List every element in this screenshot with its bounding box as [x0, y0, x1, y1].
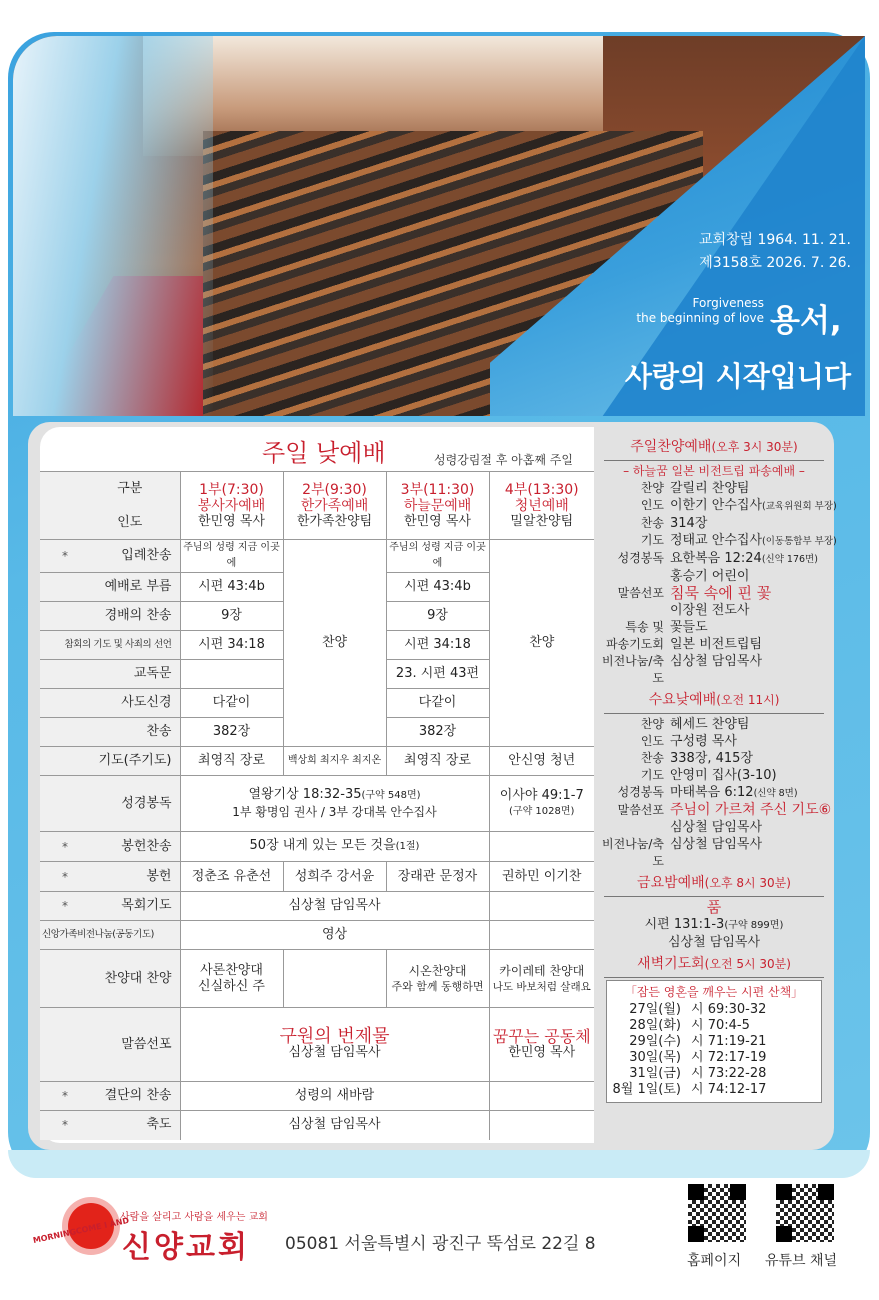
table-row: [40, 862, 594, 892]
church-address: 05081 서울특별시 광진구 뚝섬로 22길 8: [285, 1234, 596, 1254]
friday-sermon-title: 품: [706, 898, 722, 916]
sermon-title: 구원의 번제물: [279, 1025, 390, 1047]
row-label-text: 참회의 기도 및 사죄의 선언: [64, 639, 172, 650]
choir-1-name: 사론찬양대: [200, 962, 263, 978]
row-label-text: 찬양대 찬양: [104, 970, 172, 986]
cell: 시편 34:18: [386, 631, 489, 660]
header-label-leader: 인도: [117, 514, 143, 530]
cell: 최영직 장로: [386, 747, 489, 776]
frame-bottom-band: [8, 1150, 870, 1178]
dawn-psalm-box: [606, 980, 822, 1103]
choir-4-song: 나도 바보처럼 살래요: [492, 980, 591, 993]
table-row: [40, 950, 594, 1008]
cell: [180, 832, 489, 862]
row-label-text: 예배로 부름: [104, 579, 172, 594]
row-label-text: 교독문: [133, 666, 172, 681]
psalm-row: [611, 1066, 817, 1082]
standing-mark: *: [62, 549, 68, 563]
psalm-day: 30일(목): [629, 1050, 681, 1065]
photo-wave-graphic: [13, 36, 213, 416]
psalm-passage: 시 74:12-17: [691, 1082, 767, 1097]
sunday-sermon-title: 침묵 속에 핀 꽃: [670, 584, 772, 602]
cell: 최영직 장로: [180, 747, 283, 776]
service-3-header: [386, 472, 489, 540]
row-label: [40, 718, 180, 747]
cell: 다같이: [180, 689, 283, 718]
list-item: [600, 619, 828, 636]
row-label: [40, 862, 180, 892]
dawn-heading: [600, 953, 828, 975]
table-row: [40, 892, 594, 921]
item-key: 성경봉독: [617, 551, 664, 565]
youtube-qr-icon[interactable]: [776, 1184, 834, 1242]
cell: 23. 시편 43편: [386, 660, 489, 689]
sermon-cell: [180, 1008, 489, 1082]
friday-scripture-page: (구약 899면): [724, 920, 784, 931]
table-row: [40, 832, 594, 862]
sunday-service-table: [40, 471, 594, 1140]
wednesday-sermon-title: 주님이 가르쳐 주신 기도⑥: [670, 802, 832, 818]
cell: 시편 34:18: [180, 631, 283, 660]
row-label-text: 사도신경: [121, 695, 172, 710]
row-label-text: 목회기도: [121, 898, 172, 913]
list-item: [600, 802, 832, 819]
item-value: 구성령 목사: [670, 734, 737, 749]
sunday-praise-title: 주일찬양예배: [630, 439, 712, 455]
church-slogan: 사람을 살리고 사람을 세우는 교회: [120, 1212, 268, 1223]
item-value: 심상철 담임목사: [670, 654, 763, 669]
cell: [489, 1111, 594, 1140]
list-item: [600, 515, 828, 532]
row-label-text: 말씀선포: [121, 1036, 172, 1052]
row-label: [40, 776, 180, 832]
cell: 정춘조 유춘선: [180, 862, 283, 892]
list-item: [600, 750, 828, 767]
service-4-leader: 밀알찬양팀: [510, 513, 574, 529]
wednesday-heading: [600, 689, 828, 711]
choir-4-cell: [489, 950, 594, 1008]
list-item: [600, 636, 828, 653]
cell: 장래관 문정자: [386, 862, 489, 892]
cell: 382장: [180, 718, 283, 747]
header-label-category: 구분: [117, 480, 143, 496]
row-label: [40, 1008, 180, 1082]
item-value: 심상철 담임목사: [670, 837, 763, 852]
offering-hymn-verse: (1절): [395, 841, 420, 852]
item-value: 마태복음 6:12(신약 8면): [670, 785, 798, 800]
item-key: 기도: [640, 768, 664, 782]
item-note: (신약 8면): [753, 788, 798, 799]
sunday-service-card: [40, 427, 594, 1143]
service-4-time: 4부(13:30): [504, 481, 579, 498]
item-value: 일본 비전트립팀: [670, 637, 763, 652]
service-4-name: 청년예배: [514, 497, 569, 514]
header-label-cell: [40, 472, 180, 540]
logo-arc-text: MORNINGCOME I AND: [32, 1215, 130, 1246]
dawn-time: (오전 5시 30분): [704, 957, 791, 971]
psalm-passage: 시 69:30-32: [691, 1002, 767, 1017]
standing-mark: *: [62, 1089, 68, 1103]
psalm-passage: 시 72:17-19: [691, 1050, 767, 1065]
psalm-row: [611, 1034, 817, 1050]
item-value: 정태교 안수집사(이동통합부 부장): [670, 533, 837, 548]
list-item: [600, 819, 828, 836]
item-key: 특송 및: [625, 620, 664, 634]
service-3-time: 3부(11:30): [400, 481, 475, 498]
scripture-cell: [180, 776, 489, 832]
list-item: [600, 532, 837, 550]
psalm-row: [611, 1002, 817, 1018]
row-label: [40, 602, 180, 631]
sunday-praise-time: (오후 3시 30분): [711, 440, 798, 454]
cell: 영상: [180, 921, 489, 950]
row-label: [40, 1082, 180, 1111]
row-label: [40, 540, 180, 573]
cell: 시편 43:4b: [180, 573, 283, 602]
choir-4-name: 카이레테 찬양대: [499, 963, 585, 978]
service-3-leader: 한민영 목사: [404, 513, 471, 529]
sunday-praise-subtitle: – 하늘꿈 일본 비전트립 파송예배 –: [623, 464, 805, 478]
list-item: [600, 733, 828, 750]
youtube-qr-label: 유튜브 채널: [765, 1253, 838, 1269]
standing-mark: *: [62, 869, 68, 884]
row-label-text: 성경봉독: [121, 795, 172, 811]
service-1-leader: 한민영 목사: [198, 513, 265, 529]
item-value: 314장: [670, 516, 708, 531]
item-key: [600, 568, 670, 585]
scripture-page-4: (구약 1028면): [509, 805, 575, 817]
scripture-ref: 열왕기상 18:32-35: [248, 787, 362, 802]
scripture-page: (구약 548면): [361, 790, 421, 801]
cell: 심상철 담임목사: [180, 892, 489, 921]
item-value: 요한복음 12:24(신약 176면): [670, 551, 818, 566]
wednesday-sermon-speaker: 심상철 담임목사: [670, 820, 763, 835]
friday-title: 금요밤예배: [637, 875, 705, 891]
item-value: 이한기 안수집사(교육위원회 부장): [670, 498, 837, 513]
table-row: [40, 921, 594, 950]
row-label-text: 결단의 찬송: [104, 1088, 172, 1103]
sermon-speaker-4: 한민영 목사: [508, 1044, 576, 1060]
service-4-header: [489, 472, 594, 540]
founding-date: 교회창립 1964. 11. 21.: [698, 232, 851, 248]
item-key: 비전나눔/축도: [601, 837, 664, 868]
table-header-row: [40, 472, 594, 540]
cell: [489, 1082, 594, 1111]
standing-mark: *: [62, 839, 68, 854]
item-key: 말씀선포: [617, 586, 664, 600]
row-label-text: 봉헌찬송: [121, 838, 172, 854]
cell: 심상철 담임목사: [180, 1111, 489, 1140]
cell: [180, 660, 283, 689]
psalm-day: 29일(수): [629, 1034, 681, 1049]
choir-1-cell: [180, 950, 283, 1008]
cell: 382장: [386, 718, 489, 747]
table-row: [40, 747, 594, 776]
cell: 다같이: [386, 689, 489, 718]
sunday-praise-heading: [600, 436, 828, 458]
sermon-speaker: 심상철 담임목사: [288, 1044, 381, 1060]
wednesday-title: 수요낮예배: [648, 692, 717, 708]
service-1-time: 1부(7:30): [199, 481, 264, 498]
divider: [604, 896, 824, 897]
list-item: [600, 568, 828, 585]
list-item: [600, 653, 828, 687]
choir-3-name: 시온찬양대: [408, 963, 467, 978]
friday-time: (오후 8시 30분): [704, 876, 791, 890]
item-note: (신약 176면): [761, 554, 818, 565]
table-row: [40, 1111, 594, 1140]
item-key: 성경봉독: [617, 785, 664, 799]
cell: 안신영 청년: [489, 747, 594, 776]
wednesday-time: (오전 11시): [716, 693, 780, 707]
cell: 주님의 성령 지금 이곳에: [386, 540, 489, 573]
cell: 성령의 새바람: [180, 1082, 489, 1111]
offering-hymn: 50장 내게 있는 모든 것을: [249, 838, 396, 853]
item-key: 비전나눔/축도: [601, 654, 664, 685]
row-label-text: 찬송: [146, 724, 172, 739]
row-label: [40, 832, 180, 862]
scripture-ref-4: 이사야 49:1-7: [499, 787, 584, 803]
sunday-service-title: 주일 낮예배: [262, 439, 386, 467]
divider: [604, 713, 824, 714]
cell: [489, 892, 594, 921]
item-value: 홍승기 어린이: [670, 569, 750, 584]
row-label: [40, 631, 180, 660]
psalm-passage: 시 70:4-5: [691, 1018, 750, 1033]
sunday-service-subtitle: 성령강림절 후 아홉째 주일: [434, 453, 573, 467]
psalm-series-title: 「잠든 영혼을 깨우는 시편 산책」: [624, 985, 804, 999]
item-key: 파송기도회: [606, 637, 664, 651]
item-value: 꽃들도: [670, 620, 708, 635]
item-key: 인도: [640, 734, 664, 748]
item-value: 갈릴리 찬양팀: [670, 481, 750, 496]
sermon-title-4: 꿈꾸는 공동체: [492, 1026, 591, 1046]
row-label: [40, 573, 180, 602]
list-item: [600, 497, 837, 515]
divider: [604, 460, 824, 461]
sunday-service-header: [40, 427, 594, 471]
item-key: 찬양: [640, 481, 664, 495]
cell: 권하민 이기찬: [489, 862, 594, 892]
list-item: [600, 836, 828, 870]
service-1-name: 봉사자예배: [197, 497, 266, 514]
row-label: [40, 689, 180, 718]
homepage-qr-label: 홈페이지: [687, 1253, 742, 1269]
list-item: [600, 480, 828, 497]
theme-title-1: 용서,: [770, 303, 842, 339]
row-label-text: 신앙가족비전나눔(공동기도): [42, 929, 154, 940]
service-2-time: 2부(9:30): [302, 481, 367, 498]
item-note: (교육위원회 부장): [762, 501, 837, 512]
row-label: [40, 660, 180, 689]
homepage-qr-icon[interactable]: [688, 1184, 746, 1242]
item-value: 안영미 집사(3-10): [670, 768, 777, 783]
sunday-sermon-speaker: 이장원 전도사: [670, 603, 750, 618]
row-label-text: 축도: [146, 1117, 172, 1133]
row-label-text: 입례찬송: [121, 548, 172, 563]
english-subtitle: [632, 296, 764, 326]
friday-heading: [600, 872, 828, 894]
divider: [604, 977, 824, 978]
service-2-leader: 한가족찬양팀: [296, 513, 373, 529]
item-key: 찬양: [640, 717, 664, 731]
issue-number: 제3158호 2026. 7. 26.: [699, 255, 851, 271]
psalm-row: [611, 1082, 817, 1098]
service-2-praise-cell: 찬양: [283, 540, 386, 747]
cell: [283, 950, 386, 1008]
sunday-praise-list: [600, 480, 837, 585]
cell: 9장: [386, 602, 489, 631]
list-item: [600, 716, 828, 733]
item-key: 찬송: [640, 516, 664, 530]
service-3-name: 하늘문예배: [403, 497, 472, 514]
choir-1-song: 신실하신 주: [198, 978, 265, 994]
cell: [489, 921, 594, 950]
list-item: [600, 585, 828, 602]
friday-scripture-ref: 시편 131:1-3: [644, 917, 725, 932]
table-row: [40, 1008, 594, 1082]
psalm-row: [611, 1018, 817, 1034]
list-item: [600, 767, 828, 784]
service-4-praise-cell: 찬양: [489, 540, 594, 747]
psalm-day: 28일(화): [629, 1018, 681, 1033]
scripture-cell-4: [489, 776, 594, 832]
item-key: 말씀선포: [617, 803, 664, 817]
wednesday-list: [600, 716, 828, 802]
item-note: (이동통합부 부장): [762, 536, 837, 547]
table-row: [40, 776, 594, 832]
item-key: 인도: [640, 498, 664, 512]
psalm-row: [611, 1050, 817, 1066]
service-2-header: [283, 472, 386, 540]
row-label: [40, 892, 180, 921]
dawn-title: 새벽기도회: [637, 956, 705, 972]
choir-3-song: 주와 함께 동행하면: [391, 979, 484, 993]
row-label: [40, 747, 180, 776]
row-label-text: 봉헌: [146, 868, 172, 884]
table-row: [40, 540, 594, 573]
cell: [489, 832, 594, 862]
psalm-day: 27일(월): [629, 1002, 681, 1017]
psalm-schedule: [611, 1002, 817, 1098]
service-2-name: 한가족예배: [300, 497, 369, 514]
psalm-day: 31일(금): [629, 1066, 681, 1081]
psalm-passage: 시 71:19-21: [691, 1034, 767, 1049]
row-label-text: 경배의 찬송: [104, 608, 172, 623]
row-label: [40, 1111, 180, 1140]
choir-3-cell: [386, 950, 489, 1008]
cell: 9장: [180, 602, 283, 631]
standing-mark: *: [62, 899, 68, 913]
list-item: [600, 550, 828, 568]
friday-speaker: 심상철 담임목사: [667, 935, 761, 950]
church-name: 신양교회: [122, 1230, 250, 1265]
table-row: [40, 1082, 594, 1111]
list-item: [600, 784, 828, 802]
item-value: 338장, 415장: [670, 751, 754, 766]
row-label: [40, 950, 180, 1008]
theme-title-2: 사랑의 시작입니다: [624, 360, 851, 393]
item-key: 기도: [640, 533, 664, 547]
row-label: [40, 921, 180, 950]
list-item: [600, 602, 828, 619]
cell: 성희주 강서윤: [283, 862, 386, 892]
item-key: 찬송: [640, 751, 664, 765]
row-label-text: 기도(주기도): [98, 753, 172, 768]
weekly-services-column: [600, 436, 837, 1103]
cell: 백상희 최지우 최지온: [283, 747, 386, 776]
english-line-1: Forgiveness: [692, 296, 764, 310]
friday-scripture: [600, 916, 828, 934]
english-line-2: the beginning of love: [636, 311, 764, 325]
cell: 주님의 성령 지금 이곳에: [180, 540, 283, 573]
cell: 시편 43:4b: [386, 573, 489, 602]
standing-mark: *: [62, 1118, 68, 1133]
psalm-day: 8월 1일(토): [612, 1082, 681, 1097]
item-value: 헤세드 찬양팀: [670, 717, 750, 732]
scripture-readers: 1부 황명임 권사 / 3부 강대복 안수집사: [232, 805, 437, 819]
psalm-passage: 시 73:22-28: [691, 1066, 767, 1081]
sermon-cell-4: [489, 1008, 594, 1082]
service-1-header: [180, 472, 283, 540]
